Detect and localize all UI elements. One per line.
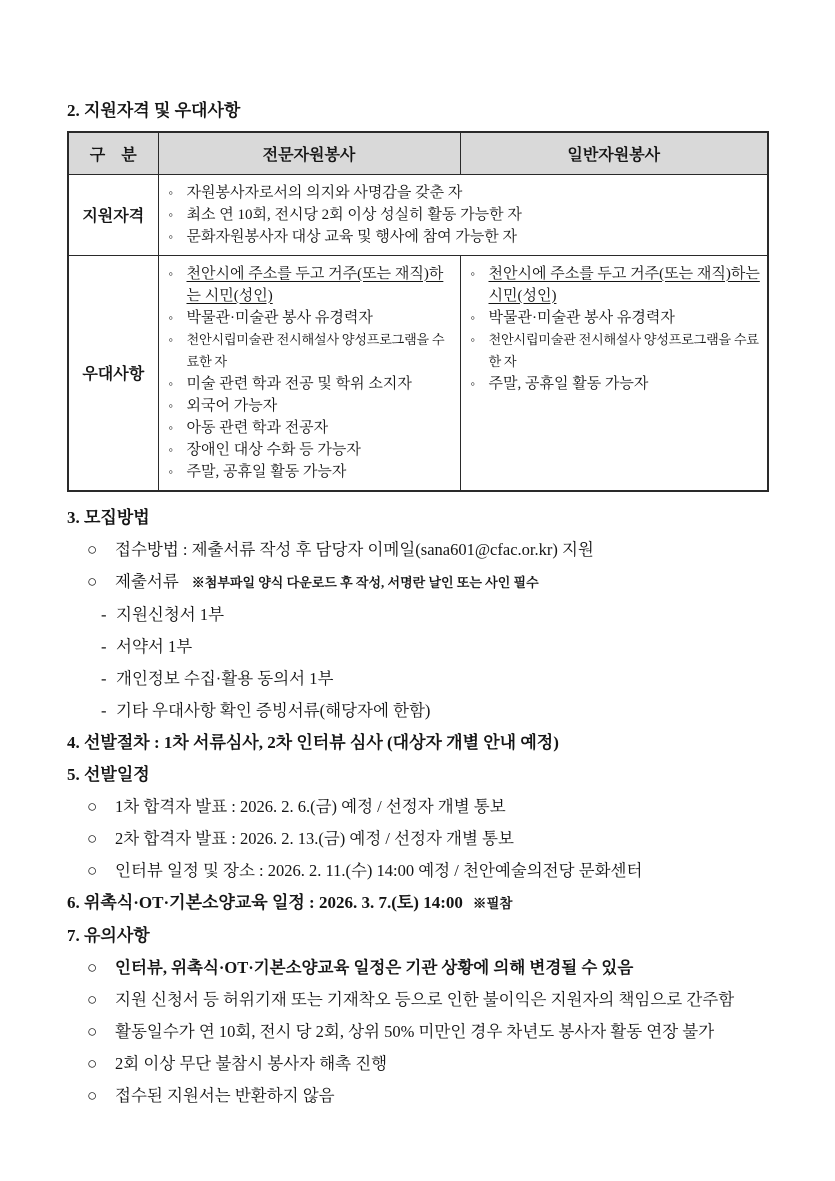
bullet-icon: ◦	[470, 309, 476, 325]
document-list-item	[101, 599, 769, 631]
table-bullet-item	[166, 204, 764, 226]
table-bullet-item	[468, 373, 764, 395]
document-item-text: 지원신청서 1부	[116, 604, 225, 624]
table-bullet-item	[166, 226, 764, 248]
list-item-text: 인터뷰, 위촉식·OT·기본소양교육 일정은 기관 상황에 의해 변경될 수 있음	[115, 957, 634, 977]
table-header-row	[68, 132, 768, 174]
list-item-text: 2회 이상 무단 불참시 봉사자 해촉 진행	[115, 1053, 388, 1073]
document-list-item	[101, 631, 769, 663]
table-item-text: 주말, 공휴일 활동 가능자	[186, 463, 347, 480]
section-5-items	[67, 791, 769, 887]
bullet-icon: ◦	[168, 463, 174, 479]
table-bullet-item	[468, 263, 764, 307]
document-item-text: 기타 우대사항 확인 증빙서류(해당자에 한함)	[116, 700, 431, 720]
list-item-text: 제출서류	[115, 571, 179, 591]
bullet-icon: ◦	[168, 265, 174, 281]
table-item-text: 장애인 대상 수화 등 가능자	[186, 441, 361, 458]
section-6-note: ※필참	[472, 895, 513, 911]
list-item	[87, 984, 769, 1016]
table-item-text: 자원봉사자로서의 의지와 사명감을 갖춘 자	[186, 184, 463, 201]
bullet-icon: ◦	[168, 331, 174, 347]
table-item-text: 미술 관련 학과 전공 및 학위 소지자	[186, 375, 412, 392]
table-header-professional: 전문자원봉사	[158, 132, 460, 174]
dash-icon: -	[101, 604, 107, 624]
document-list-item	[101, 663, 769, 695]
section-3-title: 3. 모집방법	[67, 507, 150, 527]
table-item-text: 아동 관련 학과 전공자	[186, 419, 329, 436]
table-bullet-item	[166, 395, 456, 417]
list-item	[87, 855, 769, 887]
list-item	[87, 1016, 769, 1048]
dash-icon: -	[101, 636, 107, 656]
section-7	[67, 920, 769, 1112]
table-item-text: 박물관·미술관 봉사 유경력자	[488, 309, 675, 326]
list-item-text: 활동일수가 연 10회, 전시 당 2회, 상위 50% 미만인 경우 차년도 봉사자 활동 연장 불가	[115, 1021, 715, 1041]
preference-general-cell	[460, 255, 768, 491]
table-bullet-item	[166, 263, 456, 307]
section-7-items	[67, 952, 769, 1112]
bullet-icon: ◦	[168, 228, 174, 244]
bullet-icon: ◦	[168, 419, 174, 435]
bullet-icon: ◦	[168, 184, 174, 200]
table-bullet-item	[166, 329, 456, 373]
table-item-text: 천안시에 주소를 두고 거주(또는 재직)하는 시민(성인)	[488, 265, 760, 304]
table-bullet-item	[468, 329, 764, 373]
list-item-note: ※첨부파일 양식 다운로드 후 작성, 서명란 날인 또는 사인 필수	[191, 574, 539, 590]
circle-bullet-icon: ○	[87, 797, 98, 816]
list-item	[87, 534, 769, 566]
table-row-qualification	[68, 174, 768, 255]
list-item-text: 접수된 지원서는 반환하지 않음	[115, 1085, 335, 1105]
table-item-text: 문화자원봉사자 대상 교육 및 행사에 참여 가능한 자	[186, 228, 518, 245]
table-bullet-item	[166, 417, 456, 439]
circle-bullet-icon: ○	[87, 990, 98, 1009]
table-item-text: 주말, 공휴일 활동 가능자	[488, 375, 649, 392]
table-bullet-item	[166, 439, 456, 461]
bullet-icon: ◦	[168, 375, 174, 391]
bullet-icon: ◦	[168, 309, 174, 325]
circle-bullet-icon: ○	[87, 540, 98, 559]
table-item-text: 박물관·미술관 봉사 유경력자	[186, 309, 373, 326]
table-item-text: 천안시립미술관 전시해설사 양성프로그램을 수료한 자	[186, 331, 445, 369]
table-header-category: 구 분	[68, 132, 158, 174]
table-item-text: 천안시에 주소를 두고 거주(또는 재직)하는 시민(성인)	[186, 265, 444, 304]
table-item-text: 천안시립미술관 전시해설사 양성프로그램을 수료한 자	[488, 331, 759, 369]
circle-bullet-icon: ○	[87, 1054, 98, 1073]
section-3-items	[67, 534, 769, 599]
qualification-cell	[158, 174, 768, 255]
dash-icon: -	[101, 668, 107, 688]
circle-bullet-icon: ○	[87, 1022, 98, 1041]
section-3	[67, 502, 769, 727]
list-item-text: 인터뷰 일정 및 장소 : 2026. 2. 11.(수) 14:00 예정 / 천안예술의전당 문화센터	[115, 860, 643, 880]
document-list-item	[101, 695, 769, 727]
table-row-preference	[68, 255, 768, 491]
bullet-icon: ◦	[470, 331, 476, 347]
section-7-title: 7. 유의사항	[67, 925, 150, 945]
section-5	[67, 759, 769, 887]
list-item	[87, 823, 769, 855]
row-label-preference: 우대사항	[68, 255, 158, 491]
preference-professional-cell	[158, 255, 460, 491]
bullet-icon: ◦	[470, 265, 476, 281]
bullet-icon: ◦	[168, 206, 174, 222]
document-item-text: 개인정보 수집·활용 동의서 1부	[116, 668, 334, 688]
list-item	[87, 952, 769, 984]
dash-icon: -	[101, 700, 107, 720]
bullet-icon: ◦	[168, 397, 174, 413]
section-5-title: 5. 선발일정	[67, 764, 150, 784]
bullet-icon: ◦	[168, 441, 174, 457]
document-item-text: 서약서 1부	[116, 636, 193, 656]
list-item	[87, 566, 769, 599]
table-header-general: 일반자원봉사	[460, 132, 768, 174]
circle-bullet-icon: ○	[87, 572, 98, 591]
table-item-text: 최소 연 10회, 전시당 2회 이상 성실히 활동 가능한 자	[186, 206, 522, 223]
circle-bullet-icon: ○	[87, 958, 98, 977]
list-item-text: 1차 합격자 발표 : 2026. 2. 6.(금) 예정 / 선정자 개별 통보	[115, 796, 506, 816]
table-item-text: 외국어 가능자	[186, 397, 278, 414]
section-6-title-text: 6. 위촉식·OT·기본소양교육 일정 : 2026. 3. 7.(토) 14:00	[67, 892, 463, 912]
section-2-title: 2. 지원자격 및 우대사항	[67, 101, 241, 120]
table-bullet-item	[166, 182, 764, 204]
table-bullet-item	[166, 461, 456, 483]
section-3-docs	[67, 599, 769, 727]
list-item	[87, 791, 769, 823]
bullet-icon: ◦	[470, 375, 476, 391]
table-bullet-item	[166, 307, 456, 329]
list-item	[87, 1048, 769, 1080]
list-item-text: 지원 신청서 등 허위기재 또는 기재착오 등으로 인한 불이익은 지원자의 책임으로 간주함	[115, 989, 735, 1009]
section-6-title	[67, 887, 769, 920]
table-bullet-item	[166, 373, 456, 395]
qualification-table	[67, 131, 769, 492]
row-label-qualification: 지원자격	[68, 174, 158, 255]
circle-bullet-icon: ○	[87, 829, 98, 848]
list-item-text: 접수방법 : 제출서류 작성 후 담당자 이메일(sana601@cfac.or.kr) 지원	[115, 539, 594, 559]
table-bullet-item	[468, 307, 764, 329]
list-item	[87, 1080, 769, 1112]
section-4-title: 4. 선발절차 : 1차 서류심사, 2차 인터뷰 심사 (대상자 개별 안내 예정)	[67, 732, 559, 752]
circle-bullet-icon: ○	[87, 1086, 98, 1105]
circle-bullet-icon: ○	[87, 861, 98, 880]
list-item-text: 2차 합격자 발표 : 2026. 2. 13.(금) 예정 / 선정자 개별 통보	[115, 828, 514, 848]
